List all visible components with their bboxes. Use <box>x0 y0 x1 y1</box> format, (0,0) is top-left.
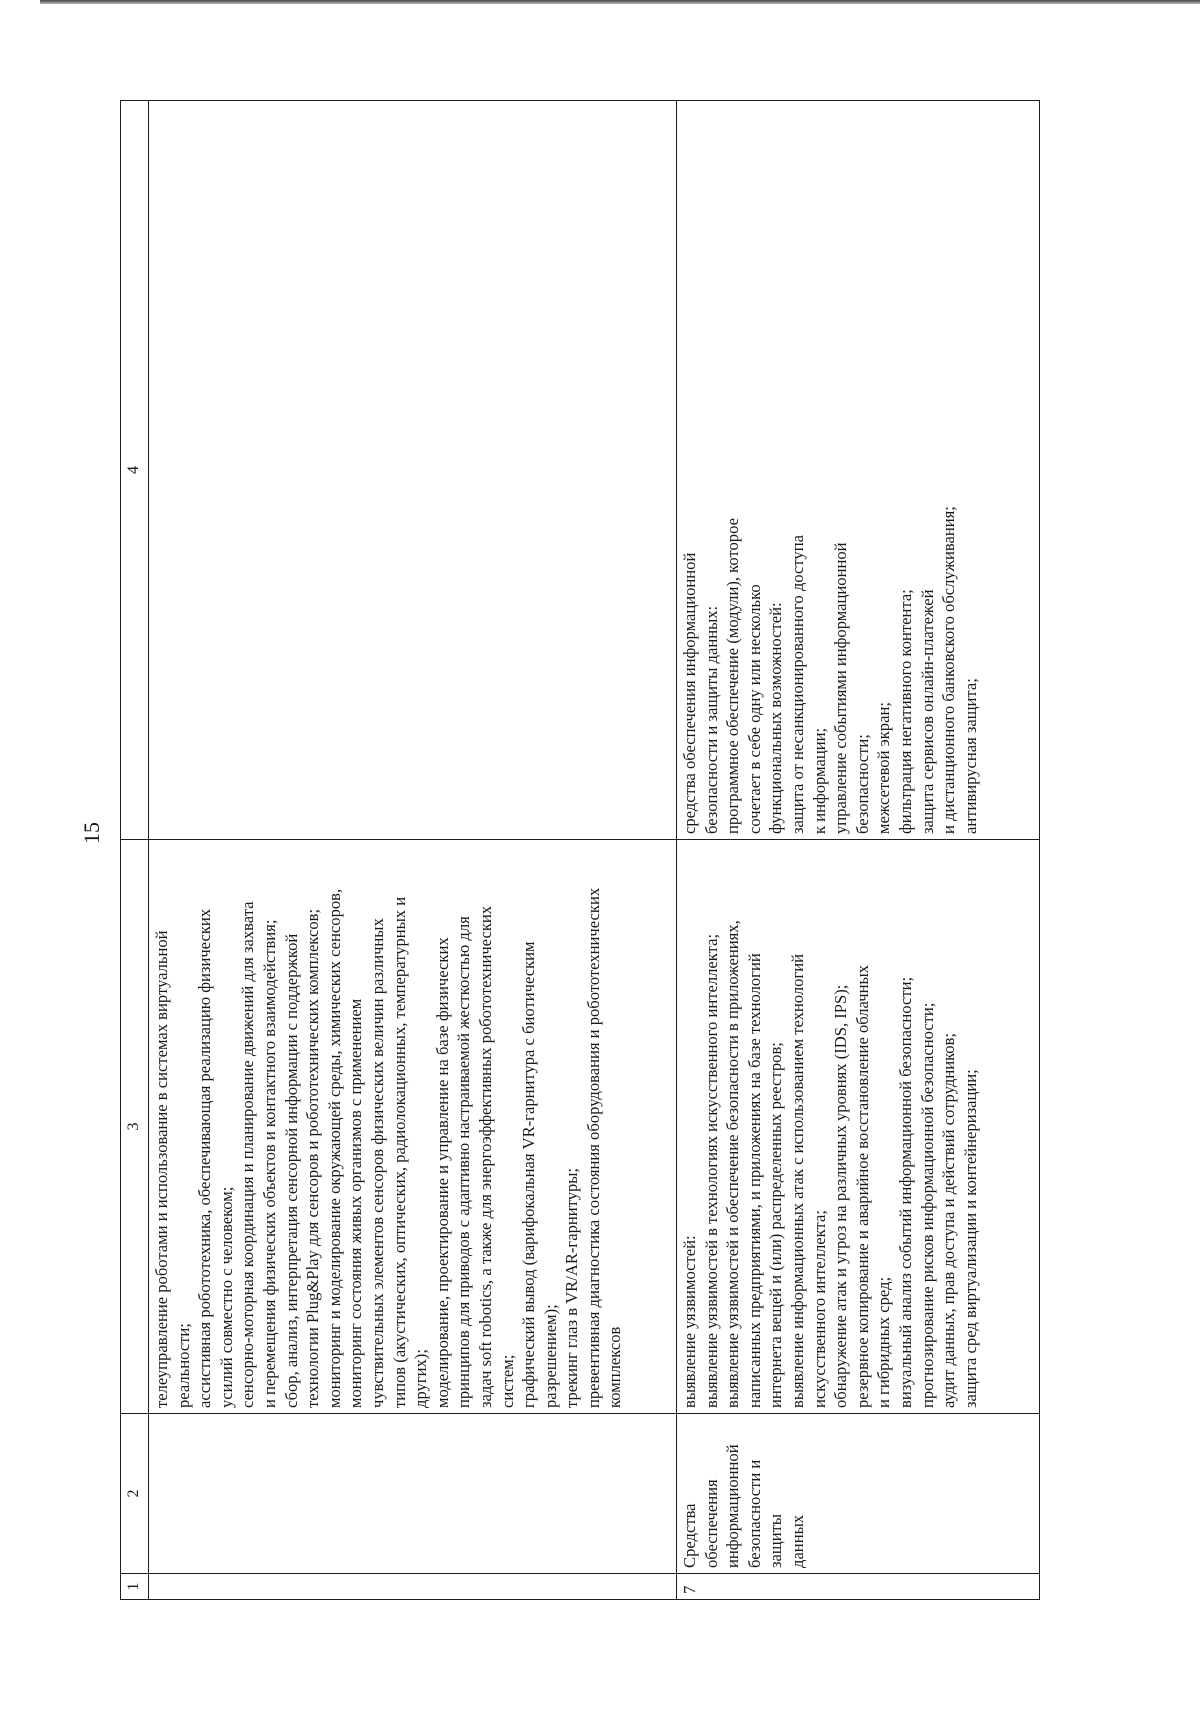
text-line: безопасности; <box>852 734 872 834</box>
text-line: выявление уязвимостей: <box>680 1235 699 1408</box>
text-line: сенсорно-моторная координация и планирование движений для захвата <box>238 901 258 1408</box>
text-line: обнаружение атак и угроз на различных уровнях (IDS, IPS); <box>831 984 851 1408</box>
text-line: выявление уязвимостей в технологиях искусственного интеллекта; <box>701 933 721 1408</box>
text-line: Средства обеспечения <box>680 1479 721 1568</box>
text-line: данных <box>787 1514 807 1568</box>
scan-edge <box>40 0 1200 4</box>
technologies-cell <box>149 840 677 1414</box>
text-line: прогнозирование рисков информационной безопасности; <box>917 1002 937 1408</box>
text-line: телеуправление роботами и использование в системах виртуальной <box>152 930 171 1408</box>
text-line: выявление уязвимостей и обеспечение безопасности в приложениях, <box>723 920 743 1408</box>
text-line: технологии Plug&Play для сенсоров и робототехнических комплексов; <box>303 908 323 1408</box>
text-line: средства обеспечения информационной <box>680 552 699 834</box>
text-line: систем; <box>497 1354 517 1408</box>
text-line: интернета вещей и (или) распределенных реестров; <box>766 1042 786 1408</box>
text-line: выявление информационных атак с использованием технологий <box>787 953 807 1408</box>
text-line: усилий совместно с человеком; <box>216 1186 236 1408</box>
header-col-1: 1 <box>121 1574 149 1600</box>
text-line: антивирусная защита; <box>960 678 980 834</box>
text-line: комплексов <box>605 1326 625 1408</box>
text-line: трекинг глаз в VR/AR-гарнитуры; <box>562 1167 582 1408</box>
text-line: сбор, анализ, интерпретация сенсорной информации с поддержкой <box>281 933 301 1408</box>
text-line: и перемещения физических объектов и контактного взаимодействия; <box>259 919 279 1408</box>
header-col-2: 2 <box>121 1414 149 1574</box>
text-line: других); <box>411 1349 431 1408</box>
text-line: чувствительных элементов сенсоров физических величин различных <box>367 918 387 1408</box>
table-header-row <box>121 101 149 1600</box>
text-line: мониторинг и моделирование окружающей среды, химических сенсоров, <box>324 888 344 1408</box>
text-line: и гибридных сред; <box>874 1276 894 1408</box>
table-row <box>149 101 677 1600</box>
text-line: принципов для приводов с адаптивно настраиваемой жесткостью для <box>454 916 474 1408</box>
text-line: ассистивная робототехника, обеспечивающая реализацию физических <box>195 908 215 1408</box>
text-line: типов (акустических, оптических, радиолокационных, температурных и <box>389 896 409 1408</box>
text-line: безопасности и защиты данных: <box>701 605 721 834</box>
row-number-cell: 7 <box>677 1574 1040 1600</box>
header-col-3: 3 <box>121 840 149 1414</box>
text-line: превентивная диагностика состояния оборудования и робототехнических <box>583 887 603 1408</box>
text-line: программное обеспечение (модули), которое <box>723 518 743 834</box>
text-line: моделирование, проектирование и управление на базе физических <box>432 937 452 1408</box>
text-line: межсетевой экран; <box>874 702 894 834</box>
text-line: защита сред виртуализации и контейнеризации; <box>960 1069 980 1408</box>
text-line: и дистанционного банковского обслуживания; <box>939 506 959 834</box>
text-line: визуальный анализ событий информационной безопасности; <box>895 976 915 1408</box>
row-name-cell <box>677 1414 1040 1574</box>
text-line: резервное копирование и аварийное восстановление облачных <box>852 965 872 1408</box>
text-line: фильтрация негативного контента; <box>895 589 915 834</box>
text-line: разрешением); <box>540 1304 560 1408</box>
text-line: безопасности и защиты <box>744 1459 786 1568</box>
text-line: сочетает в себе одну или несколько <box>744 584 764 834</box>
text-line: управление событиями информационной <box>831 542 851 834</box>
text-line: защита сервисов онлайн-платежей <box>917 589 937 834</box>
page-number: 15 <box>79 822 104 844</box>
text-line: искусственного интеллекта; <box>809 1210 829 1408</box>
text-line: информационной <box>723 1444 743 1568</box>
text-line: мониторинг состояния живых организмов с применением <box>346 998 366 1408</box>
text-line: написанных предприятиями, и приложениях на базе технологий <box>744 953 764 1408</box>
products-cell <box>677 101 1040 840</box>
rotated-page <box>120 100 1040 1600</box>
text-line: задач soft robotics, а также для энергоэффективных робототехнических <box>475 905 495 1408</box>
text-line: функциональных возможностей: <box>766 602 786 834</box>
text-line: графический вывод (варифокальная VR-гарнитура с биотическим <box>519 941 539 1408</box>
header-col-4: 4 <box>121 101 149 840</box>
technologies-cell <box>677 840 1040 1414</box>
products-cell <box>149 101 677 840</box>
row-name-cell <box>149 1414 677 1574</box>
text-line: реальности; <box>173 1323 193 1408</box>
row-number-cell <box>149 1574 677 1600</box>
text-line: аудит данных, прав доступа и действий сотрудников; <box>939 1032 959 1408</box>
document-table <box>120 100 1040 1600</box>
text-line: к информации; <box>809 727 829 834</box>
text-line: защита от несанкционированного доступа <box>787 535 807 834</box>
table-row <box>677 101 1040 1600</box>
